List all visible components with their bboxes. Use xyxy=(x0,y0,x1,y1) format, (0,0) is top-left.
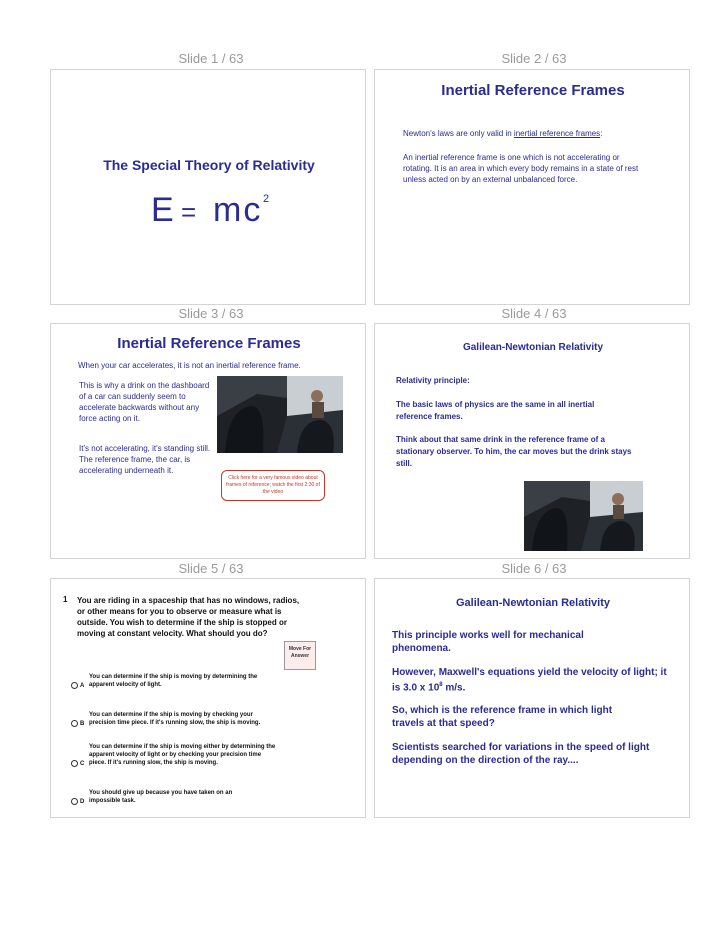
video-link-box[interactable] xyxy=(221,470,325,501)
option-c-text: You can determine if the ship is moving either by determining the apparent velocity of light or by checking your precision time piece. If it's running slow, the ship is moving. xyxy=(89,744,276,766)
slide-6-paragraph-1: This principle works well for mechanical phenomena. xyxy=(392,630,584,654)
slide-2-p1-text: Newton's laws are only valid in xyxy=(403,129,514,138)
slide-6-label: Slide 6 / 63 xyxy=(501,561,567,576)
slide-4-title: Galilean-Newtonian Relativity xyxy=(462,342,604,353)
car-interior-graphic-2 xyxy=(524,481,643,551)
slide-3[interactable] xyxy=(50,323,366,559)
slide-2[interactable] xyxy=(374,69,690,305)
equation xyxy=(151,191,291,241)
slide-3-label: Slide 3 / 63 xyxy=(178,306,244,321)
slide-4-paragraph-2: The basic laws of physics are the same in all inertial reference frames. xyxy=(396,400,595,421)
slide-2-label: Slide 2 / 63 xyxy=(501,51,567,66)
radio-a[interactable] xyxy=(71,682,78,689)
slide-3-paragraph-2: It's not accelerating, it's standing still. The reference frame, the car, is accelerating underneath it. xyxy=(79,444,211,475)
option-a-letter: A xyxy=(80,683,85,689)
question-text: You are riding in a spaceship that has no windows, radios, or other means for you to observe or measure what is outside. You wish to determine if the ship is stopped or moving at constant velocity. What should you do? xyxy=(77,596,300,638)
radio-b[interactable] xyxy=(71,720,78,727)
slide-4-paragraph-1: Relativity principle: xyxy=(396,376,470,385)
video-link-text[interactable]: Click here for a very famous video about frames of reference; watch the first 2:30 of the video xyxy=(226,475,320,495)
slide-6-p2-exponent: 8 xyxy=(439,682,443,688)
slide-1-title: The Special Theory of Relativity xyxy=(103,157,315,173)
slide-3-title: Inertial Reference Frames xyxy=(117,335,301,352)
option-d-letter: D xyxy=(80,799,85,805)
slide-2-paragraph-2: An inertial reference frame is one which is not accelerating or rotating. It is an area in which every body remains in a state of rest unless acted on by an external unbalanced force. xyxy=(403,153,639,184)
option-a-text: You can determine if the ship is moving by determining the apparent velocity of light. xyxy=(89,674,258,688)
option-d-text: You should give up because you have taken on an impossible task. xyxy=(89,790,233,804)
equation-exponent: 2 xyxy=(263,193,270,205)
option-b-letter: B xyxy=(80,721,85,727)
slide-2-paragraph-1 xyxy=(403,129,673,138)
slide-6-paragraph-3: So, which is the reference frame in which light travels at that speed? xyxy=(392,705,613,729)
slide-2-title: Inertial Reference Frames xyxy=(441,82,625,99)
slide-6-title: Galilean-Newtonian Relativity xyxy=(455,597,611,609)
option-b-text: You can determine if the ship is moving by checking your precision time piece. If it's running slow, the ship is moving. xyxy=(89,712,261,726)
slide-1[interactable] xyxy=(50,69,366,305)
option-c-letter: C xyxy=(80,761,85,767)
car-interior-image xyxy=(217,376,343,453)
question-number: 1 xyxy=(63,595,68,604)
slide-3-subtitle: When your car accelerates, it is not an inertial reference frame. xyxy=(78,361,301,370)
move-for-answer-box[interactable] xyxy=(284,641,316,670)
car-interior-graphic xyxy=(217,376,343,453)
slide-5-label: Slide 5 / 63 xyxy=(178,561,244,576)
inertial-frames-link[interactable]: inertial reference frames xyxy=(513,129,601,138)
slide-6-paragraph-4: Scientists searched for variations in the speed of light depending on the direction of the ray.... xyxy=(392,742,650,766)
slide-4-paragraph-3: Think about that same drink in the reference frame of a stationary observer. To him, the car moves but the drink stays still. xyxy=(396,435,632,468)
equation-e: E xyxy=(151,191,174,229)
slide-6-p2-unit: m/s. xyxy=(442,682,466,694)
car-interior-image-2 xyxy=(524,481,643,551)
slide-6-p2-text: However, Maxwell's equations yield the velocity of light; it is 3.0 x 10 xyxy=(392,667,667,694)
slide-1-label: Slide 1 / 63 xyxy=(178,51,244,66)
slide-4-label: Slide 4 / 63 xyxy=(501,306,567,321)
slide-6-paragraph-2 xyxy=(392,666,667,694)
slide-4[interactable] xyxy=(374,323,690,559)
equation-mc: mc xyxy=(213,191,263,229)
slide-3-paragraph-1: This is why a drink on the dashboard of a car can suddenly seem to accelerate backwards without any force acting on it. xyxy=(79,381,210,423)
radio-d[interactable] xyxy=(71,798,78,805)
slide-5[interactable] xyxy=(50,578,366,818)
radio-c[interactable] xyxy=(71,760,78,767)
slide-6[interactable] xyxy=(374,578,690,818)
move-for-answer-text[interactable]: Move For Answer xyxy=(288,646,312,659)
equation-equals: = xyxy=(181,197,197,227)
slide-2-p1-colon: : xyxy=(600,129,603,138)
